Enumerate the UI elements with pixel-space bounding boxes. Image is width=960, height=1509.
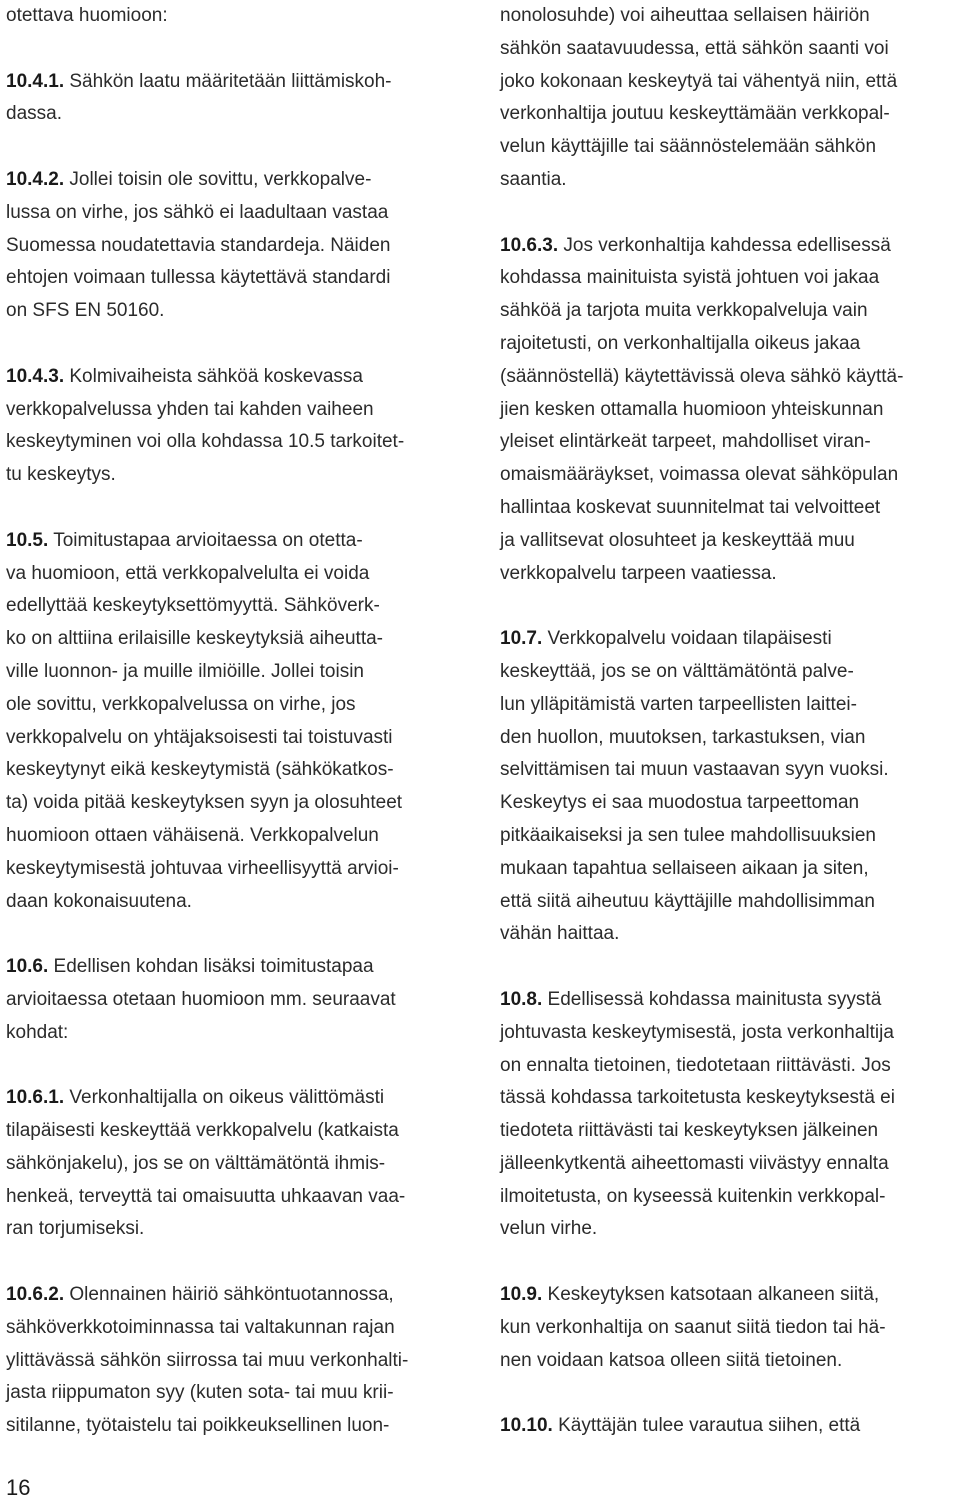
body-text: rajoitetusti, on verkonhaltijalla oikeus jakaa bbox=[500, 332, 861, 354]
body-text: Kolmivaiheista sähköä koskevassa bbox=[64, 365, 363, 387]
paragraph-gap bbox=[6, 131, 458, 164]
body-text: Käyttäjän tulee varautua siihen, että bbox=[552, 1415, 861, 1437]
body-text: sähkönjakelu), jos se on välttämätöntä ihmis- bbox=[6, 1152, 386, 1174]
text-line bbox=[500, 1410, 955, 1443]
text-line bbox=[6, 459, 458, 492]
text-line bbox=[500, 623, 955, 656]
body-text: Keskeytyksen katsotaan alkaneen siitä, bbox=[542, 1284, 880, 1306]
body-text: ja vallitsevat olosuhteet ja keskeyttää muu bbox=[500, 529, 855, 551]
text-line bbox=[500, 33, 955, 66]
body-text: ehtojen voimaan tullessa käytettävä standardi bbox=[6, 267, 391, 289]
body-text: on SFS EN 50160. bbox=[6, 300, 165, 322]
text-line bbox=[500, 722, 955, 755]
body-text: keskeytynyt eikä keskeytymistä (sähkökatkos- bbox=[6, 759, 394, 781]
body-text: selvittämisen tai muun vastaavan syyn vuoksi. bbox=[500, 759, 889, 781]
text-line bbox=[6, 262, 458, 295]
text-line bbox=[500, 328, 955, 361]
body-text: ko on alttiina erilaisille keskeytyksiä aiheutta- bbox=[6, 628, 384, 650]
paragraph-gap bbox=[500, 590, 955, 623]
body-text: keskeyttää, jos se on välttämätöntä palve- bbox=[500, 660, 854, 682]
paragraph-gap bbox=[6, 918, 458, 951]
body-text: verkkopalvelussa yhden tai kahden vaiheen bbox=[6, 398, 374, 420]
body-text: lun ylläpitämistä varten tarpeellisten laittei- bbox=[500, 693, 857, 715]
text-line bbox=[6, 230, 458, 263]
text-line bbox=[500, 1148, 955, 1181]
body-text: Olennainen häiriö sähköntuotannossa, bbox=[64, 1284, 394, 1306]
page-number: 16 bbox=[6, 1475, 31, 1500]
section-number: 10.8. bbox=[500, 988, 543, 1010]
body-text: sähköä ja tarjota muita verkkopalveluja vain bbox=[500, 300, 868, 322]
text-line bbox=[6, 1312, 458, 1345]
text-line bbox=[500, 787, 955, 820]
paragraph-gap bbox=[500, 951, 955, 984]
text-line bbox=[500, 361, 955, 394]
body-text: Jollei toisin ole sovittu, verkkopalve- bbox=[64, 168, 372, 190]
text-line bbox=[6, 1279, 458, 1312]
text-line bbox=[500, 525, 955, 558]
paragraph-gap bbox=[6, 1050, 458, 1083]
text-line bbox=[500, 1115, 955, 1148]
text-line bbox=[6, 787, 458, 820]
text-line bbox=[6, 394, 458, 427]
section-number: 10.4.2. bbox=[6, 168, 65, 190]
body-text: on ennalta tietoinen, tiedotetaan riittävästi. Jos bbox=[500, 1054, 891, 1076]
body-text: va huomioon, että verkkopalvelulta ei voida bbox=[6, 562, 370, 584]
text-line bbox=[500, 1279, 955, 1312]
body-text: jälleenkytkentä aiheettomasti viivästyy ennalta bbox=[500, 1152, 889, 1174]
paragraph-gap bbox=[6, 328, 458, 361]
body-text: verkkopalvelu on yhtäjaksoisesti tai toistuvasti bbox=[6, 726, 393, 748]
section-number: 10.5. bbox=[6, 529, 49, 551]
section-number: 10.4.3. bbox=[6, 365, 65, 387]
text-line bbox=[500, 853, 955, 886]
body-text: verkonhaltija joutuu keskeyttämään verkkopal- bbox=[500, 103, 890, 125]
body-text: pitkäaikaiseksi ja sen tulee mahdollisuuksien bbox=[500, 824, 876, 846]
text-line bbox=[500, 459, 955, 492]
right-column bbox=[500, 0, 955, 1443]
text-line bbox=[6, 754, 458, 787]
text-line bbox=[6, 689, 458, 722]
text-line bbox=[500, 1082, 955, 1115]
body-text: dassa. bbox=[6, 103, 62, 125]
section-number: 10.10. bbox=[500, 1415, 553, 1437]
body-text: henkeä, terveyttä tai omaisuutta uhkaavan vaa- bbox=[6, 1185, 406, 1207]
body-text: vähän haittaa. bbox=[500, 923, 620, 945]
text-line bbox=[6, 426, 458, 459]
text-line bbox=[500, 820, 955, 853]
body-text: joko kokonaan keskeytyä tai vähentyä niin, että bbox=[500, 70, 898, 92]
text-line bbox=[500, 754, 955, 787]
body-text: että siitä aiheutuu käyttäjille mahdollisimman bbox=[500, 890, 875, 912]
paragraph-gap bbox=[6, 492, 458, 525]
body-text: (säännöstellä) käytettävissä oleva sähkö käyttä- bbox=[500, 365, 904, 387]
body-text: kohdassa mainituista syistä johtuen voi jakaa bbox=[500, 267, 880, 289]
text-line bbox=[500, 492, 955, 525]
body-text: hallintaa koskevat suunnitelmat tai velvoitteet bbox=[500, 496, 881, 518]
text-line bbox=[6, 984, 458, 1017]
text-line bbox=[6, 558, 458, 591]
section-number: 10.4.1. bbox=[6, 70, 65, 92]
text-line bbox=[6, 98, 458, 131]
body-text: tilapäisesti keskeyttää verkkopalvelu (katkaista bbox=[6, 1120, 399, 1142]
section-number: 10.6.2. bbox=[6, 1284, 65, 1306]
text-line bbox=[6, 722, 458, 755]
text-line bbox=[6, 1082, 458, 1115]
text-line bbox=[500, 558, 955, 591]
body-text: ta) voida pitää keskeytyksen syyn ja olosuhteet bbox=[6, 792, 403, 814]
text-line bbox=[500, 426, 955, 459]
body-text: otettava huomioon: bbox=[6, 5, 168, 26]
body-text: ilmoitetusta, on kyseessä kuitenkin verkkopal- bbox=[500, 1185, 886, 1207]
text-line bbox=[500, 295, 955, 328]
body-text: arvioitaessa otetaan huomioon mm. seuraavat bbox=[6, 988, 396, 1010]
body-text: ole sovittu, verkkopalvelussa on virhe, jos bbox=[6, 693, 356, 715]
text-line bbox=[500, 1345, 955, 1378]
body-text: Sähkön laatu määritetään liittämiskoh- bbox=[64, 70, 392, 92]
body-text: tässä kohdassa tarkoitetusta keskeytyksestä ei bbox=[500, 1087, 895, 1109]
paragraph-gap bbox=[500, 1377, 955, 1410]
section-number: 10.6.1. bbox=[6, 1087, 65, 1109]
body-text: sähkön saatavuudessa, että sähkön saanti voi bbox=[500, 37, 889, 59]
text-line bbox=[6, 590, 458, 623]
text-line bbox=[500, 1181, 955, 1214]
body-text: tiedoteta riittävästi tai keskeytyksen jälkeinen bbox=[500, 1120, 879, 1142]
paragraph-gap bbox=[500, 197, 955, 230]
body-text: Jos verkonhaltija kahdessa edellisessä bbox=[558, 234, 891, 256]
paragraph-gap bbox=[500, 1246, 955, 1279]
section-number: 10.6. bbox=[6, 956, 49, 978]
text-line bbox=[6, 853, 458, 886]
body-text: lussa on virhe, jos sähkö ei laadultaan vastaa bbox=[6, 201, 389, 223]
text-line bbox=[500, 230, 955, 263]
body-text: saantia. bbox=[500, 168, 567, 190]
body-text: daan kokonaisuutena. bbox=[6, 890, 192, 912]
body-text: ylittävässä sähkön siirrossa tai muu verkonhalti- bbox=[6, 1349, 409, 1371]
body-text: jasta riippumaton syy (kuten sota- tai muu krii- bbox=[6, 1382, 394, 1404]
body-text: nonolosuhde) voi aiheuttaa sellaisen häiriön bbox=[500, 5, 870, 26]
body-text: mukaan tapahtua sellaiseen aikaan ja siten, bbox=[500, 857, 869, 879]
text-line bbox=[6, 1115, 458, 1148]
body-text: yleiset elintärkeät tarpeet, mahdolliset viran- bbox=[500, 431, 871, 453]
text-line bbox=[500, 918, 955, 951]
text-line bbox=[500, 98, 955, 131]
text-line bbox=[6, 525, 458, 558]
body-text: keskeytyminen voi olla kohdassa 10.5 tarkoitet- bbox=[6, 431, 405, 453]
text-line bbox=[500, 66, 955, 99]
section-number: 10.9. bbox=[500, 1284, 543, 1306]
body-text: sähköverkkotoiminnassa tai valtakunnan rajan bbox=[6, 1316, 395, 1338]
section-number: 10.6.3. bbox=[500, 234, 559, 256]
text-line bbox=[500, 984, 955, 1017]
body-text: keskeytymisestä johtuvaa virheellisyyttä arvioi- bbox=[6, 857, 399, 879]
text-line bbox=[6, 164, 458, 197]
body-text: kun verkonhaltija on saanut siitä tiedon tai hä- bbox=[500, 1316, 886, 1338]
left-column bbox=[6, 0, 458, 1443]
text-line bbox=[500, 164, 955, 197]
paragraph-gap bbox=[6, 1246, 458, 1279]
text-line bbox=[6, 1377, 458, 1410]
body-text: Verkkopalvelu voidaan tilapäisesti bbox=[542, 628, 832, 650]
paragraph-gap bbox=[6, 33, 458, 66]
body-text: johtuvasta keskeytymisestä, josta verkonhaltija bbox=[500, 1021, 894, 1043]
body-text: Keskeytys ei saa muodostua tarpeettoman bbox=[500, 792, 860, 814]
text-line bbox=[6, 623, 458, 656]
text-line bbox=[500, 0, 955, 33]
text-line bbox=[6, 1213, 458, 1246]
text-line bbox=[6, 0, 458, 33]
text-line bbox=[6, 1410, 458, 1443]
body-text: kohdat: bbox=[6, 1021, 69, 1043]
text-line bbox=[500, 131, 955, 164]
text-line bbox=[500, 1017, 955, 1050]
text-line bbox=[6, 1181, 458, 1214]
section-number: 10.7. bbox=[500, 628, 543, 650]
text-line bbox=[6, 951, 458, 984]
body-text: edellyttää keskeytyksettömyyttä. Sähköverk- bbox=[6, 595, 380, 617]
text-line bbox=[6, 197, 458, 230]
text-line bbox=[500, 262, 955, 295]
body-text: huomioon ottaen vähäisenä. Verkkopalvelun bbox=[6, 824, 379, 846]
body-text: Toimitustapaa arvioitaessa on otetta- bbox=[48, 529, 363, 551]
body-text: verkkopalvelu tarpeen vaatiessa. bbox=[500, 562, 777, 584]
text-line bbox=[500, 394, 955, 427]
body-text: Edellisessä kohdassa mainitusta syystä bbox=[542, 988, 882, 1010]
body-text: velun virhe. bbox=[500, 1218, 598, 1240]
text-line bbox=[6, 656, 458, 689]
text-line bbox=[6, 886, 458, 919]
body-text: ville luonnon- ja muille ilmiöille. Jollei toisin bbox=[6, 660, 364, 682]
text-line bbox=[6, 295, 458, 328]
body-text: sitilanne, työtaistelu tai poikkeuksellinen luon- bbox=[6, 1415, 390, 1437]
body-text: Edellisen kohdan lisäksi toimitustapaa bbox=[48, 956, 374, 978]
text-line bbox=[6, 1345, 458, 1378]
body-text: jien kesken ottamalla huomioon yhteiskunnan bbox=[500, 398, 884, 420]
body-text: Verkonhaltijalla on oikeus välittömästi bbox=[64, 1087, 385, 1109]
text-line bbox=[500, 689, 955, 722]
body-text: nen voidaan katsoa olleen siitä tietoinen. bbox=[500, 1349, 843, 1371]
body-text: ran torjumiseksi. bbox=[6, 1218, 145, 1240]
text-line bbox=[6, 820, 458, 853]
body-text: Suomessa noudatettavia standardeja. Näiden bbox=[6, 234, 391, 256]
text-line bbox=[6, 361, 458, 394]
text-line bbox=[500, 1213, 955, 1246]
text-line bbox=[500, 1050, 955, 1083]
body-text: velun käyttäjille tai säännöstelemään sähkön bbox=[500, 136, 877, 158]
text-line bbox=[6, 1017, 458, 1050]
text-line bbox=[500, 1312, 955, 1345]
text-line bbox=[500, 886, 955, 919]
text-line bbox=[6, 66, 458, 99]
text-line bbox=[500, 656, 955, 689]
body-text: den huollon, muutoksen, tarkastuksen, vian bbox=[500, 726, 866, 748]
body-text: omaismääräykset, voimassa olevat sähköpulan bbox=[500, 464, 899, 486]
body-text: tu keskeytys. bbox=[6, 464, 116, 486]
text-line bbox=[6, 1148, 458, 1181]
